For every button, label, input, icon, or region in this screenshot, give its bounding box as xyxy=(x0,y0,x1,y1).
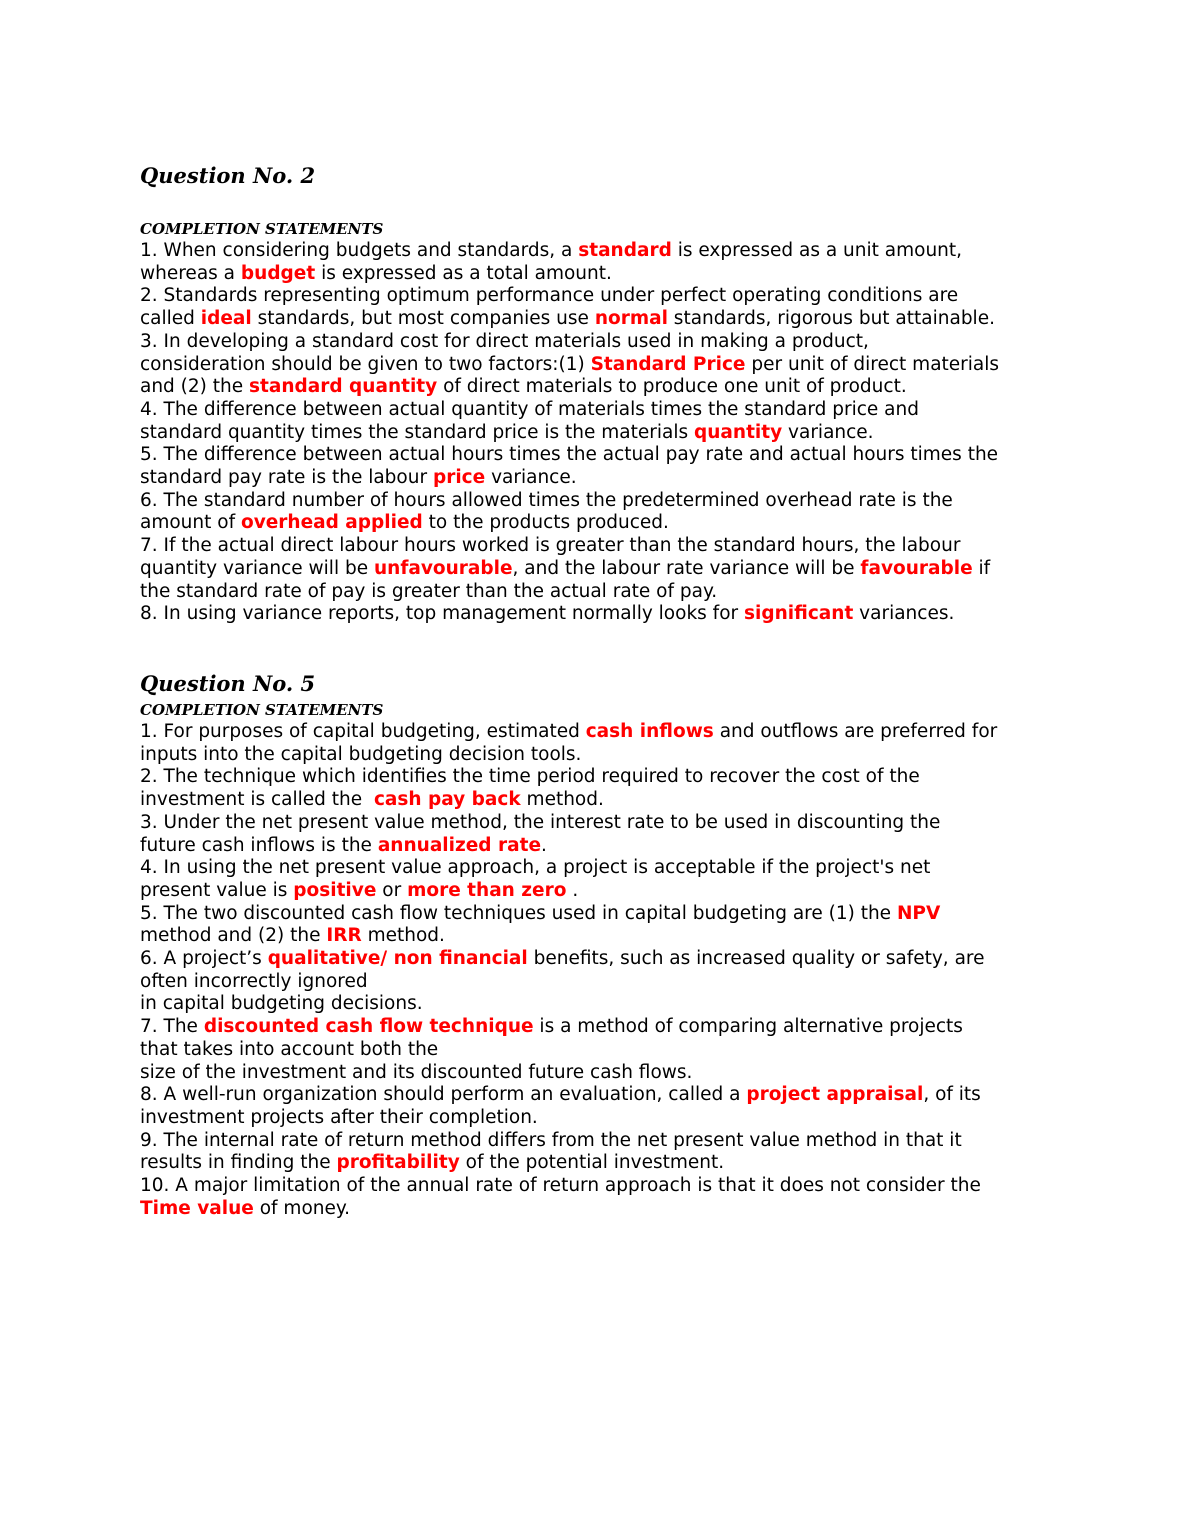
answer-text: qualitative/ non financial xyxy=(267,948,528,970)
answer-text: profitability xyxy=(336,1152,460,1174)
statement-text: method. xyxy=(520,789,604,811)
answer-text: budget xyxy=(240,262,316,284)
statement-text: 9. The internal rate of return method differs from the net present value method in that it xyxy=(140,1129,962,1151)
statement-text: investment projects after their completion. xyxy=(140,1106,538,1128)
statement-text: 8. A well-run organization should perform an evaluation, called a xyxy=(140,1084,747,1106)
answer-text: price xyxy=(432,467,486,489)
statement-text: . xyxy=(566,879,579,901)
statement-text: present value is xyxy=(140,879,294,901)
question-5-subtitle: COMPLETION STATEMENTS xyxy=(140,701,384,719)
q2-statement-4 xyxy=(140,399,1060,444)
q2-statement-5 xyxy=(140,444,1060,489)
statement-text: 3. Under the net present value method, the interest rate to be used in discounting the xyxy=(140,811,941,833)
q2-statement-7 xyxy=(140,535,1060,603)
q2-statement-2 xyxy=(140,285,1060,330)
statement-text: size of the investment and its discounted future cash flows. xyxy=(140,1061,693,1083)
statement-text: benefits, such as increased quality or safety, are xyxy=(527,948,985,970)
answer-text: cash pay back xyxy=(373,789,521,811)
statement-text: , and the labour rate variance will be xyxy=(512,557,861,579)
question-5-title: Question No. 5 xyxy=(140,671,316,696)
statement-text: 6. The standard number of hours allowed times the predetermined overhead rate is the xyxy=(140,489,953,511)
answer-text: significant xyxy=(744,603,854,625)
answer-text: IRR xyxy=(326,925,362,947)
statement-text: of direct materials to produce one unit of product. xyxy=(437,376,907,398)
statement-text: variances. xyxy=(853,603,955,625)
statement-text: standard quantity times the standard price is the materials xyxy=(140,421,694,443)
answer-text: favourable xyxy=(860,557,973,579)
statement-text: standard pay rate is the labour xyxy=(140,467,433,489)
answer-text: normal xyxy=(594,308,668,330)
statement-text: . xyxy=(541,834,547,856)
answer-text: more than zero xyxy=(407,879,567,901)
answer-text: NPV xyxy=(896,902,941,924)
statement-text: 3. In developing a standard cost for direct materials used in making a product, xyxy=(140,330,869,352)
answer-text: project appraisal xyxy=(746,1084,924,1106)
statement-text: and (2) the xyxy=(140,376,250,398)
statement-text: and outflows are preferred for xyxy=(713,721,998,742)
answer-text: unfavourable xyxy=(373,557,513,579)
q5-statement-3 xyxy=(140,812,1060,857)
statement-text: amount of xyxy=(140,512,241,534)
statement-text: investment is called the xyxy=(140,789,374,811)
answer-text: annualized rate xyxy=(377,834,541,856)
q5-statement-6 xyxy=(140,948,1060,1016)
q2-statement-6 xyxy=(140,490,1060,535)
answer-text: overhead applied xyxy=(240,512,423,534)
q5-statement-4 xyxy=(140,857,1060,902)
statement-text: 2. Standards representing optimum performance under perfect operating conditions are xyxy=(140,285,959,307)
statement-text: whereas a xyxy=(140,262,241,284)
statement-text: called xyxy=(140,308,201,330)
statement-text: inputs into the capital budgeting decision tools. xyxy=(140,743,582,765)
answer-text: cash inflows xyxy=(585,721,714,742)
statement-text: standards, rigorous but attainable. xyxy=(667,308,995,330)
statement-text: results in finding the xyxy=(140,1152,337,1174)
statement-text: 5. The two discounted cash flow techniques used in capital budgeting are (1) the xyxy=(140,902,897,924)
question-5-section xyxy=(140,669,1060,1220)
answer-text: positive xyxy=(293,879,377,901)
statement-text: consideration should be given to two factors:(1) xyxy=(140,353,591,375)
q5-statement-8 xyxy=(140,1084,1060,1129)
question-5-statements xyxy=(140,721,1060,1220)
statement-text: variance. xyxy=(485,467,577,489)
statement-text: variance. xyxy=(782,421,874,443)
statement-text: standards, but most companies use xyxy=(251,308,595,330)
answer-text: ideal xyxy=(200,308,252,330)
statement-text: 4. In using the net present value approach, a project is acceptable if the project's net xyxy=(140,857,931,879)
statement-text: of the potential investment. xyxy=(459,1152,725,1174)
statement-text: 2. The technique which identifies the time period required to recover the cost of the xyxy=(140,766,920,788)
statement-text: 4. The difference between actual quantity of materials times the standard price and xyxy=(140,398,919,420)
q5-statement-1 xyxy=(140,721,1060,766)
statement-text: quantity variance will be xyxy=(140,557,374,579)
statement-text: 7. If the actual direct labour hours worked is greater than the standard hours, the labour xyxy=(140,535,961,557)
q5-statement-7 xyxy=(140,1016,1060,1084)
statement-text: often incorrectly ignored xyxy=(140,970,368,992)
statement-text: 1. When considering budgets and standards, a xyxy=(140,240,579,261)
statement-text: per unit of direct materials xyxy=(745,353,1000,375)
q5-statement-5 xyxy=(140,903,1060,948)
question-2-title: Question No. 2 xyxy=(140,163,316,188)
statement-text: method. xyxy=(361,925,445,947)
statement-text: is expressed as a unit amount, xyxy=(671,240,963,261)
statement-text: to the products produced. xyxy=(422,512,669,534)
answer-text: quantity xyxy=(694,421,783,443)
q5-statement-9 xyxy=(140,1130,1060,1175)
statement-text: or xyxy=(376,879,408,901)
statement-text: is expressed as a total amount. xyxy=(315,262,612,284)
statement-text: if xyxy=(972,557,991,579)
statement-text: 5. The difference between actual hours times the actual pay rate and actual hours times the xyxy=(140,444,999,466)
statement-text: is a method of comparing alternative projects xyxy=(533,1016,963,1038)
q2-statement-8 xyxy=(140,603,1060,626)
statement-text: of money. xyxy=(253,1197,351,1219)
statement-text: method and (2) the xyxy=(140,925,327,947)
statement-text: future cash inflows is the xyxy=(140,834,378,856)
question-2-subtitle: COMPLETION STATEMENTS xyxy=(140,220,384,238)
q5-statement-10 xyxy=(140,1175,1060,1220)
statement-text: that takes into account both the xyxy=(140,1038,439,1060)
statement-text: 1. For purposes of capital budgeting, estimated xyxy=(140,721,586,742)
statement-text: 10. A major limitation of the annual rate of return approach is that it does not consider the xyxy=(140,1175,981,1197)
answer-text: standard xyxy=(578,240,672,261)
statement-text: , of its xyxy=(923,1084,981,1106)
answer-text: Standard Price xyxy=(590,353,746,375)
question-2-statements xyxy=(140,240,1060,626)
q2-statement-3 xyxy=(140,331,1060,399)
answer-text: discounted cash flow technique xyxy=(203,1016,534,1038)
q5-statement-2 xyxy=(140,766,1060,811)
statement-text: 7. The xyxy=(140,1016,204,1038)
answer-text: Time value xyxy=(140,1197,254,1219)
statement-text: the standard rate of pay is greater than the actual rate of pay. xyxy=(140,580,718,602)
statement-text: 6. A project’s xyxy=(140,948,268,970)
q2-statement-1 xyxy=(140,240,1060,285)
statement-text: in capital budgeting decisions. xyxy=(140,993,423,1015)
question-2-section xyxy=(140,161,1060,626)
answer-text: standard quantity xyxy=(249,376,438,398)
statement-text: 8. In using variance reports, top management normally looks for xyxy=(140,603,744,625)
